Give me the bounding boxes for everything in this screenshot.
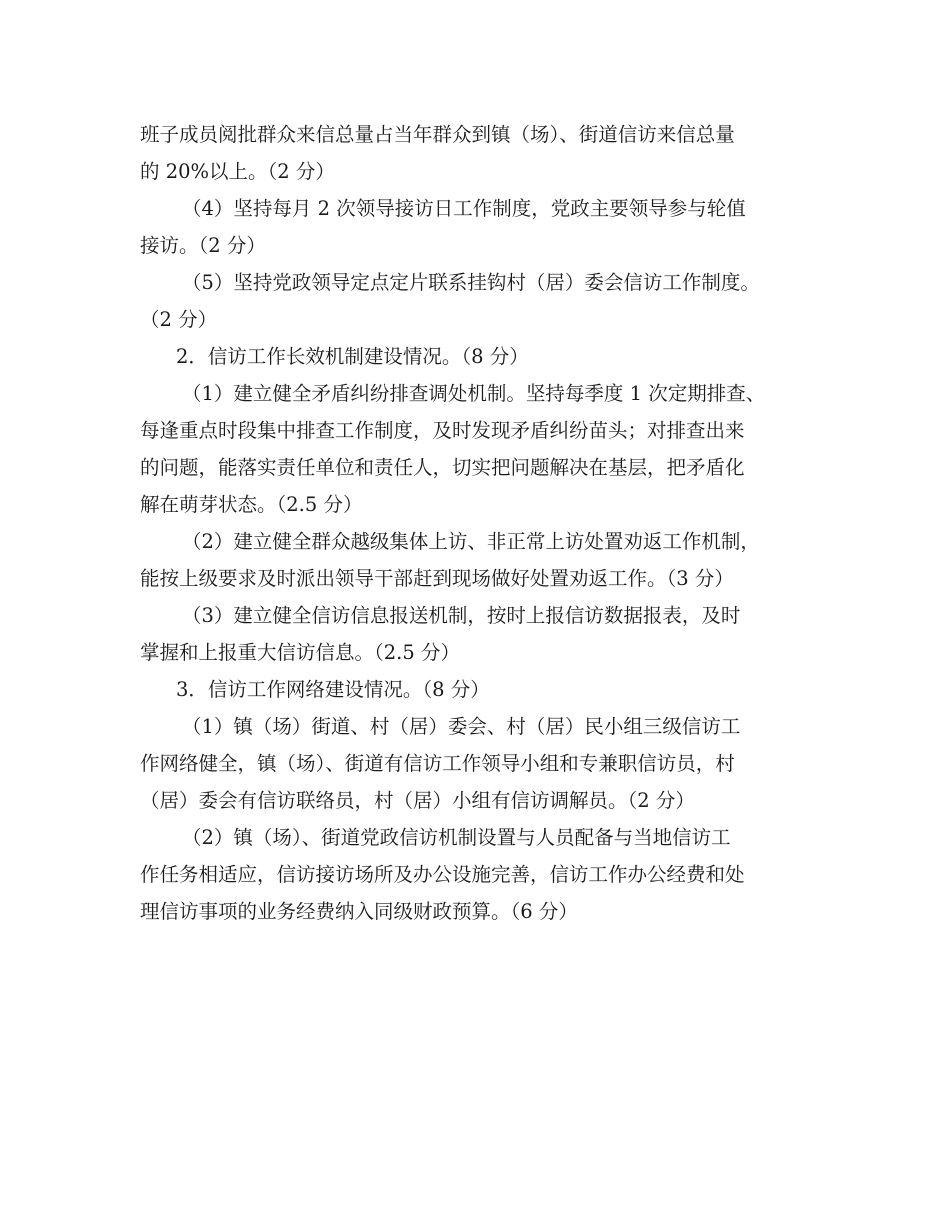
section-heading: 3．信访工作网络建设情况。（8 分） [176,678,490,701]
text-line: （2）镇（场）、街道党政信访机制设置与人员配备与当地信访工 [182,826,731,849]
document-body [140,116,820,930]
text-line: （2）建立健全群众越级集体上访、非正常上访处置劝返工作机制， [182,530,760,553]
text-line: 掌握和上报重大信访信息。（2.5 分） [140,641,460,664]
text-line: （2 分） [140,308,218,331]
text-line: 班子成员阅批群众来信总量占当年群众到镇（场）、街道信访来信总量 [140,123,735,146]
text-line: （居）委会有信访联络员，村（居）小组有信访调解员。（2 分） [140,789,695,812]
text-line: 每逢重点时段集中排查工作制度，及时发现矛盾纠纷苗头；对排查出来 [140,419,745,442]
text-line: 理信访事项的业务经费纳入同级财政预算。（6 分） [140,900,578,923]
text-line: （1）建立健全矛盾纠纷排查调处机制。坚持每季度 1 次定期排查、 [182,382,766,405]
text-line: 能按上级要求及时派出领导干部赶到现场做好处置劝返工作。（3 分） [140,567,734,590]
text-line: （1）镇（场）街道、村（居）委会、村（居）民小组三级信访工 [182,715,741,738]
text-line: （4）坚持每月 2 次领导接访日工作制度，党政主要领导参与轮值 [182,197,746,220]
text-line: 的问题，能落实责任单位和责任人，切实把问题解决在基层，把矛盾化 [140,456,745,479]
text-line: （3）建立健全信访信息报送机制，按时上报信访数据报表，及时 [182,604,741,627]
text-line: 解在萌芽状态。（2.5 分） [140,493,363,516]
text-line: 接访。（2 分） [140,234,266,257]
text-line: 的 20%以上。（2 分） [140,160,335,183]
section-heading: 2．信访工作长效机制建设情况。（8 分） [176,345,529,368]
text-line: 作任务相适应，信访接访场所及办公设施完善，信访工作办公经费和处 [140,863,745,886]
text-line: （5）坚持党政领导定点定片联系挂钩村（居）委会信访工作制度。 [182,271,760,294]
text-line: 作网络健全，镇（场）、街道有信访工作领导小组和专兼职信访员，村 [140,752,735,775]
